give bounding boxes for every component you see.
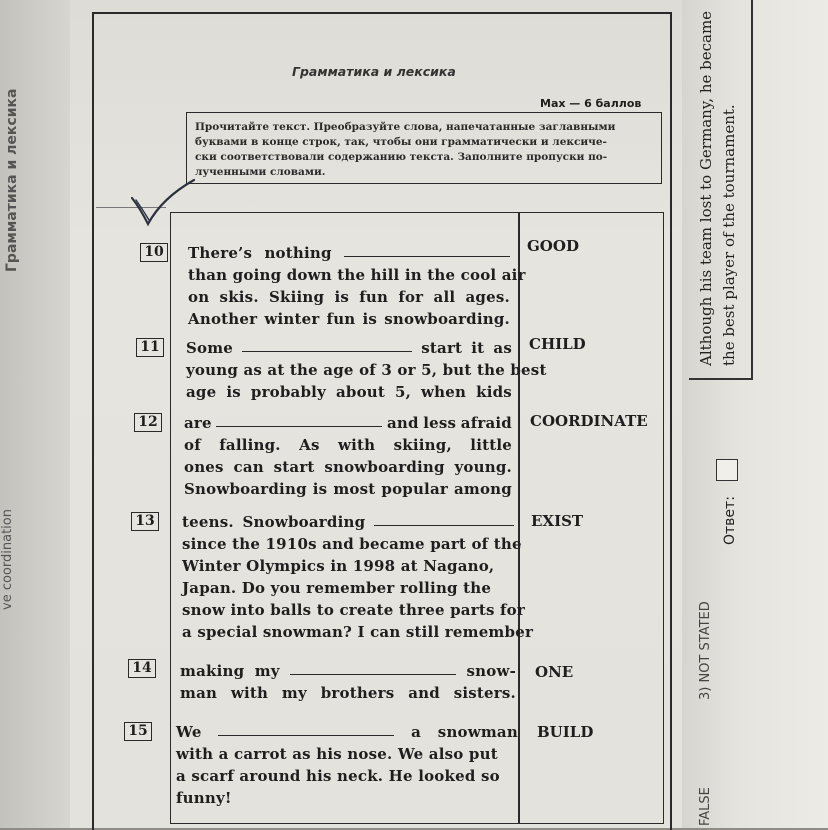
text-word: teens. [182,513,234,531]
left-page-vertical-fragment: ve coordination [0,509,15,610]
text-word: a [411,723,422,741]
text-word: afraid [460,414,512,432]
answer-blank[interactable] [242,337,412,352]
task-text [186,337,547,403]
task-number: 14 [128,659,156,678]
text-word: ones [184,458,224,476]
text-word: We [176,723,202,741]
text-word: my [254,662,280,680]
max-score: Max — 6 баллов [540,97,642,110]
answer-box[interactable] [716,459,738,481]
text-word: my [281,684,307,702]
transform-word: EXIST [531,512,584,530]
right-page-sentence-line-1: Although his team lost to Germany, he became [697,10,715,366]
text-word: as [493,339,512,357]
answer-blank[interactable] [344,242,510,257]
task-text [184,412,512,500]
text-word: Some [186,339,234,357]
task-text [188,242,526,330]
text-word: with [338,436,376,454]
text-word: for [398,288,424,306]
text-word: Another [188,310,258,328]
text-line [176,765,518,787]
text-word: skiing, [393,436,452,454]
text-word: making [180,662,245,680]
task-number: 13 [131,512,159,531]
text-word: snow- [466,662,516,680]
task-number: 11 [136,338,164,357]
task-text [176,721,518,809]
text-word: age [186,383,217,401]
task-number: 10 [140,243,168,262]
text-word: is [226,383,241,401]
task-table-column-divider [518,212,520,824]
text-word: most [333,480,376,498]
text-word: on [188,288,210,306]
text-word: when [421,383,467,401]
text-word: snowboarding [324,458,445,476]
left-page-edge [0,0,72,828]
text-word: and [408,684,440,702]
text-word: is [312,480,328,498]
section-title: Грамматика и лексика [292,64,456,79]
text-word: young. [454,458,512,476]
answer-blank[interactable] [218,721,394,736]
text-line [180,682,516,704]
transform-word: BUILD [537,723,594,741]
transform-word: CHILD [529,335,586,353]
text-line [188,286,510,308]
text-line [184,434,512,456]
text-line [188,264,526,286]
answer-label: Ответ: [722,496,738,545]
task-number: 15 [124,722,152,741]
text-word: skis. [219,288,259,306]
text-line [184,456,512,478]
text-line [176,721,518,743]
text-line [184,478,512,500]
instruction-line: Прочитайте текст. Преобразуйте слова, напечатанные заглавными [195,121,616,133]
text-word: with [230,684,269,702]
transform-word: ONE [535,663,574,681]
text-word: 5, [395,383,412,401]
text-line [188,308,510,330]
transform-word: GOOD [527,237,579,255]
text-word: As [299,436,320,454]
answer-blank[interactable] [374,511,514,526]
text-word: brothers [320,684,395,702]
text-line [188,242,510,264]
text-word: Snowboarding [242,513,366,531]
text-word: young as at the age of 3 or 5, but the best [186,361,547,379]
text-word: with a carrot as his nose. We also put [176,745,498,763]
text-word: is [334,288,349,306]
text-word: falling. [219,436,281,454]
text-word: There’s [188,244,253,262]
task-number: 12 [134,413,162,432]
text-line [182,621,534,643]
text-line [182,533,522,555]
text-word: of [184,436,201,454]
text-word: a scarf around his neck. He looked so [176,767,500,785]
text-word: is [362,310,378,328]
right-page-option-fragment-2: FALSE [698,787,713,826]
transform-word: COORDINATE [530,412,648,430]
text-word: Japan. Do you remember rolling the [182,579,492,597]
text-word: man [180,684,218,702]
text-line [186,337,512,359]
task-text [180,660,516,704]
text-word: popular [381,480,448,498]
instruction-line: ски соответствовали содержанию текста. Заполните пропуски по- [195,151,608,163]
text-line [186,381,512,403]
task-text [182,511,534,643]
left-page-vertical-title: Грамматика и лексика [4,88,20,272]
text-line [176,743,518,765]
text-word: fun [359,288,389,306]
text-line [182,577,514,599]
text-word: are [184,414,212,432]
text-word: less [423,414,457,432]
text-word: Winter Olympics in 1998 at Nagano, [182,557,495,575]
text-word: ages. [465,288,510,306]
text-line [180,660,516,682]
text-word: among [453,480,512,498]
text-line [176,787,518,809]
text-word: about [335,383,386,401]
text-word: snowboarding. [384,310,510,328]
text-word: it [471,339,485,357]
instruction-box [186,112,662,184]
text-word: since the 1910s and became part of the [182,535,522,553]
right-page-sentence-line-2: the best player of the tournament. [720,104,738,366]
text-word: Skiing [268,288,325,306]
instruction-line: буквами в конце строк, так, чтобы они грамматически и лексиче- [195,136,607,148]
answer-blank[interactable] [216,412,382,427]
text-line [184,412,512,434]
text-word: and [386,414,419,432]
text-word: fun [326,310,356,328]
text-line [182,599,525,621]
text-word: snow into balls to create three parts for [182,601,525,619]
text-word: than going down the hill in the cool air [188,266,526,284]
text-word: winter [264,310,320,328]
text-word: nothing [264,244,332,262]
text-word: funny! [176,789,232,807]
text-word: start [421,339,463,357]
text-word: a special snowman? I can still remember [182,623,534,641]
text-word: can [233,458,264,476]
text-word: start [273,458,315,476]
text-word: probably [250,383,326,401]
text-word: kids [476,383,512,401]
text-word: Snowboarding [184,480,307,498]
text-word: sisters. [453,684,516,702]
text-line [186,359,547,381]
instruction-line: лученными словами. [195,166,326,178]
text-line [182,511,514,533]
answer-blank[interactable] [290,660,456,675]
text-line [182,555,514,577]
text-word: all [433,288,456,306]
right-page-option-fragment: 3) NOT STATED [698,601,713,700]
text-word: snowman [437,723,518,741]
text-word: little [470,436,512,454]
